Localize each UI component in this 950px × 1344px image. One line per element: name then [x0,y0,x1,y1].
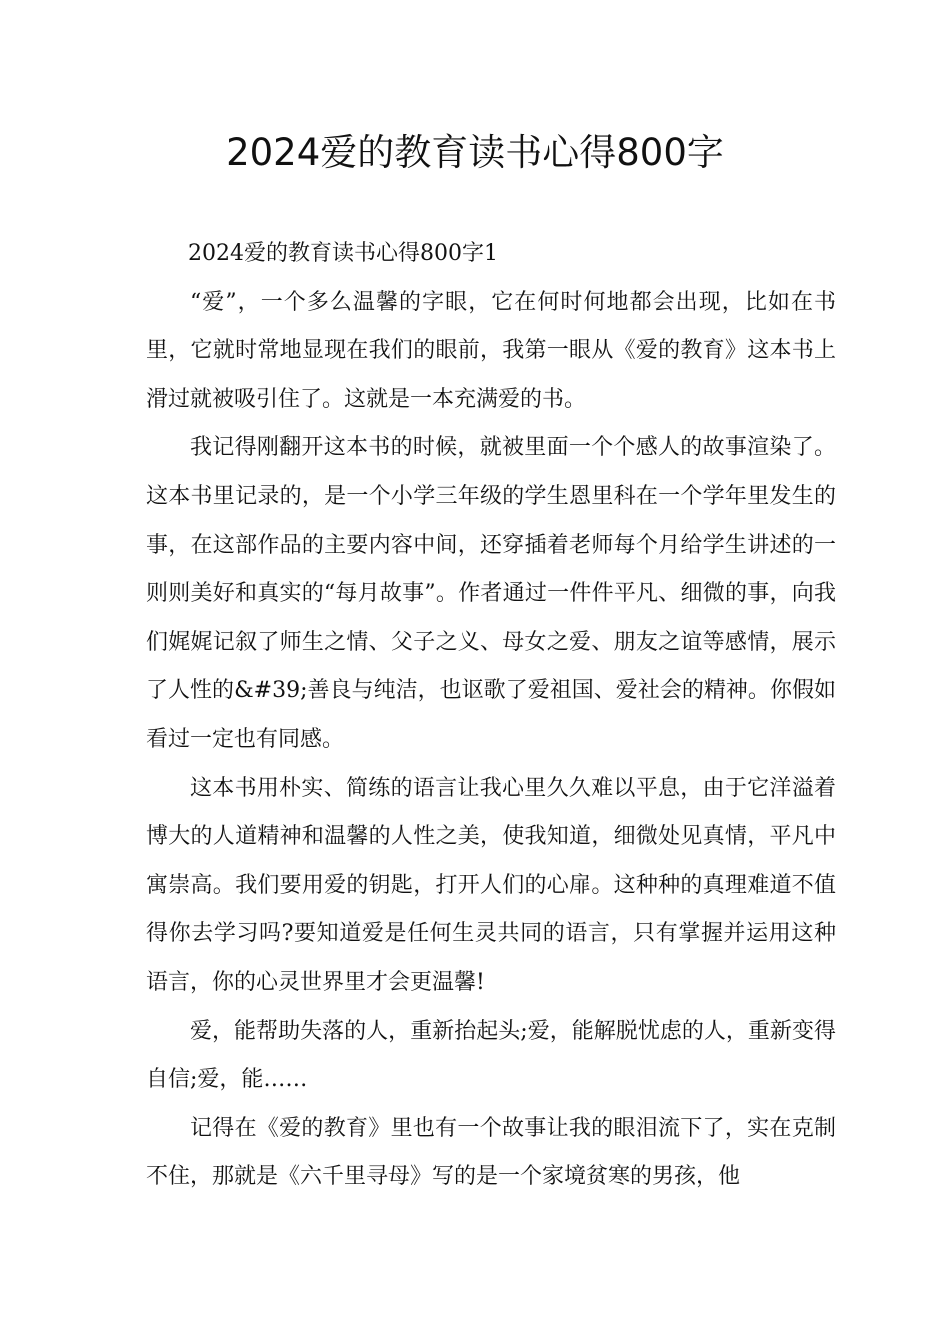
paragraph-5: 记得在《爱的教育》里也有一个故事让我的眼泪流下了，实在克制不住，那就是《六千里寻母》写的是一个家境贫寒的男孩，他 [146,1115,836,1190]
document-title: 2024爱的教育读书心得800字 [226,131,724,174]
paragraph-4: 爱，能帮助失落的人，重新抬起头;爱，能解脱忧虑的人，重新变得自信;爱，能…… [146,1018,836,1093]
document-body [146,230,836,1202]
section-heading: 2024爱的教育读书心得800字1 [188,241,498,266]
paragraph-1: “爱”，一个多么温馨的字眼，它在何时何地都会出现，比如在书里，它就时常地显现在我们的眼前，我第一眼从《爱的教育》这本书上滑过就被吸引住了。这就是一本充满爱的书。 [146,289,836,412]
paragraph-3: 这本书用朴实、简练的语言让我心里久久难以平息，由于它洋溢着博大的人道精神和温馨的人性之美，使我知道，细微处见真情，平凡中寓崇高。我们要用爱的钥匙，打开人们的心扉。这种种的真理难道不值得你去学习吗?要知道爱是任何生灵共同的语言，只有掌握并运用这种语言，你的心灵世界里才会更温馨! [146,775,836,995]
paragraph-2: 我记得刚翻开这本书的时候，就被里面一个个感人的故事渲染了。这本书里记录的，是一个小学三年级的学生恩里科在一个学年里发生的事，在这部作品的主要内容中间，还穿插着老师每个月给学生讲述的一则则美好和真实的“每月故事”。作者通过一件件平凡、细微的事，向我们娓娓记叙了师生之情、父子之义、母女之爱、朋友之谊等感情，展示了人性的&#39;善良与纯洁，也讴歌了爱祖国、爱社会的精神。你假如看过一定也有同感。 [146,435,836,752]
